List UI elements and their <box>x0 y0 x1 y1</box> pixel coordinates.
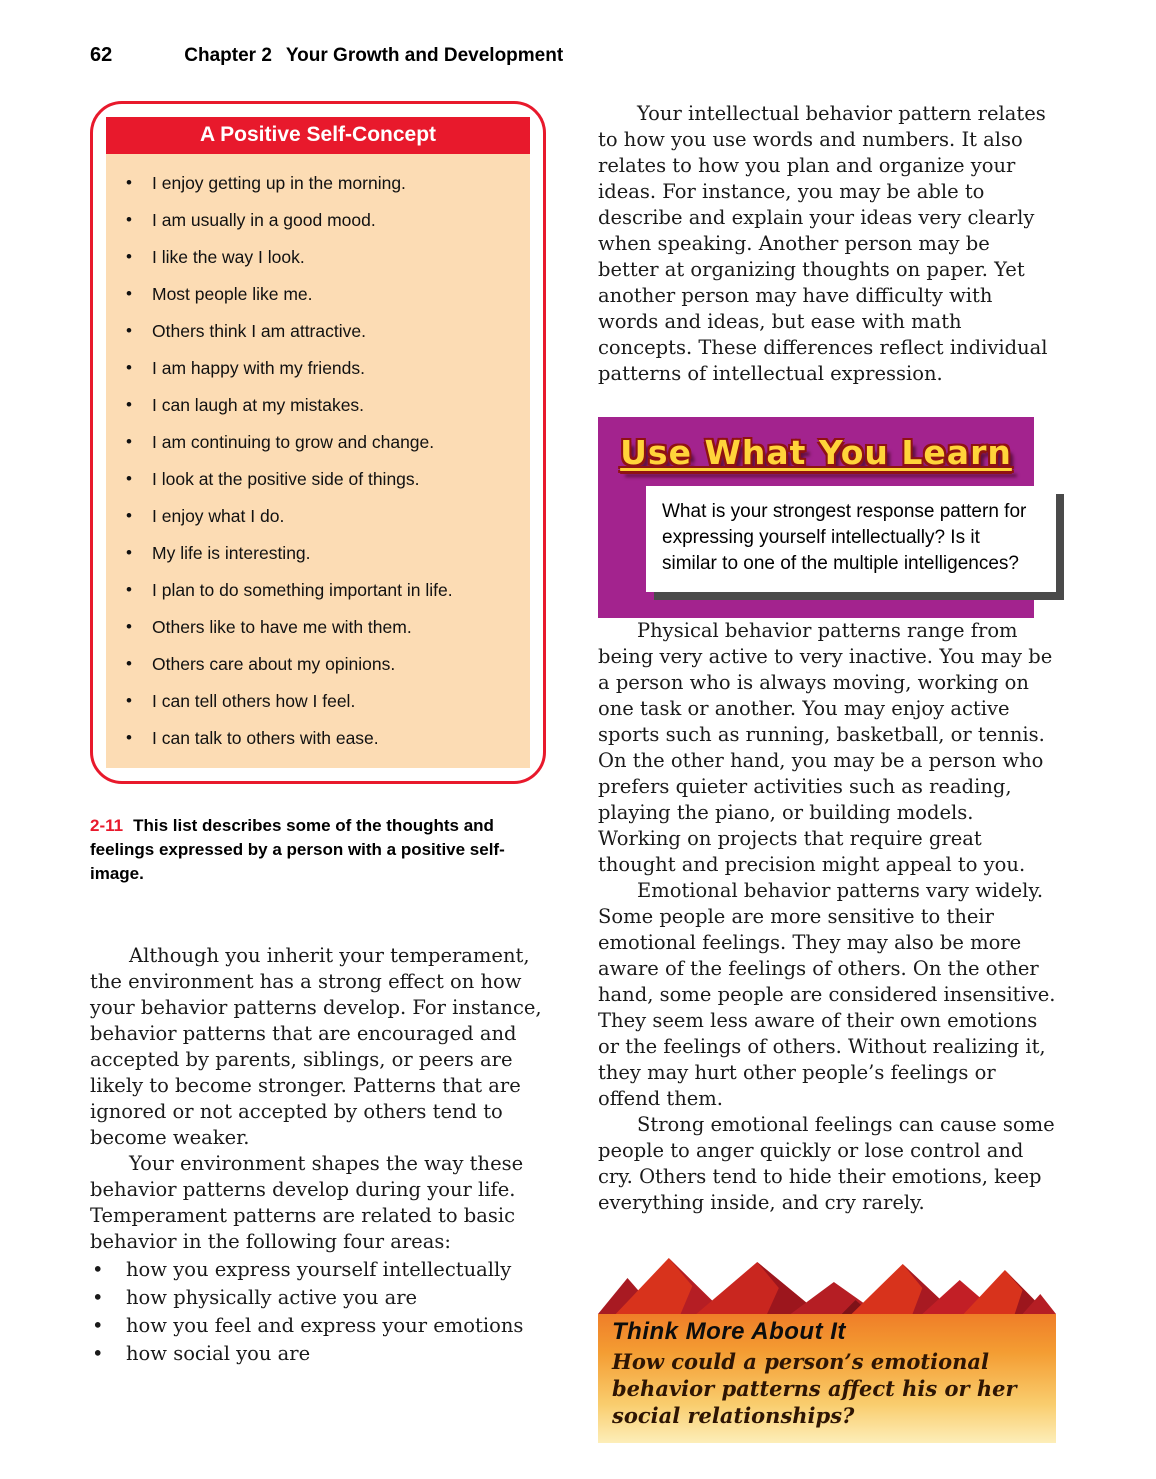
list-item <box>106 312 530 349</box>
think-box-title: Think More About It <box>612 1318 846 1345</box>
bullet-icon: • <box>126 172 132 192</box>
paragraph-environment: Your environment shapes the way these behavior patterns develop during your life. Temperament patterns are related to basic behavior in the following four areas: <box>90 1152 524 1254</box>
figure-number: 2-11 <box>90 816 124 835</box>
paragraph-emotional: Emotional behavior patterns vary widely. Some people are more sensitive to their emotional feelings. They may also be more aware of the feelings of others. On the other hand, some people are considered insensitive. They seem less aware of their own emotions or the feelings of others. Without realizing it, they may hurt other people’s feelings or offend them. <box>598 879 1056 1110</box>
figure-caption <box>90 814 546 885</box>
chapter-title: Your Growth and Development <box>285 45 564 66</box>
bullet-icon: • <box>126 468 132 488</box>
list-item <box>106 645 530 682</box>
bullet-icon: • <box>126 505 132 525</box>
bullet-icon: • <box>92 1286 104 1310</box>
list-item-text: how social you are <box>126 1342 311 1366</box>
list-item-text: I enjoy getting up in the morning. <box>152 172 406 193</box>
list-item <box>106 571 530 608</box>
list-item-text: how physically active you are <box>126 1286 418 1310</box>
list-item <box>90 1285 546 1311</box>
chapter-label: Chapter 2 <box>184 45 272 66</box>
page-number: 62 <box>90 44 113 66</box>
list-item <box>106 164 530 201</box>
list-item-text: how you express yourself intellectually <box>126 1258 512 1282</box>
list-item <box>106 460 530 497</box>
list-item-text: I enjoy what I do. <box>152 505 285 526</box>
list-item-text: I am usually in a good mood. <box>152 209 376 230</box>
think-box-question: How could a person’s emotional behavior patterns affect his or her social relationships? <box>612 1349 1017 1428</box>
list-item-text: Most people like me. <box>152 283 313 304</box>
list-item-text: I can talk to others with ease. <box>152 727 379 748</box>
bullet-icon: • <box>126 690 132 710</box>
figure-caption-text: This list describes some of the thoughts and feelings expressed by a person with a positive self-image. <box>90 816 505 883</box>
list-item <box>106 608 530 645</box>
two-column-layout <box>90 101 1056 1443</box>
paragraph-intellectual: Your intellectual behavior pattern relates to how you use words and numbers. It also relates to how you plan and organize your ideas. For instance, you may be able to describe and explain your ideas very clearly when speaking. Another person may be better at organizing thoughts on paper. Yet another person may have difficulty with words and ideas, but ease with math concepts. These differences reflect individual patterns of intellectual expression. <box>598 102 1048 385</box>
use-what-you-learn-title: Use What You Learn <box>620 433 1012 472</box>
left-column <box>90 101 546 1443</box>
bullet-icon: • <box>126 542 132 562</box>
concept-box-title: A Positive Self-Concept <box>106 117 530 154</box>
list-item <box>106 238 530 275</box>
bullet-icon: • <box>126 209 132 229</box>
list-item-text: I am continuing to grow and change. <box>152 431 435 452</box>
list-item <box>106 719 530 756</box>
use-what-you-learn-box <box>598 417 1034 618</box>
list-item-text: Others care about my opinions. <box>152 653 396 674</box>
page-header <box>90 44 1056 67</box>
list-item <box>106 349 530 386</box>
list-item <box>90 1257 546 1283</box>
list-item-text: Others like to have me with them. <box>152 616 412 637</box>
list-item <box>106 275 530 312</box>
bullet-icon: • <box>126 653 132 673</box>
list-item <box>90 1341 546 1367</box>
behavior-areas-list <box>90 1257 546 1367</box>
paragraph-strong-emotions: Strong emotional feelings can cause some people to anger quickly or lose control and cry. Others tend to hide their emotions, keep everything inside, and cry rarely. <box>598 1113 1055 1214</box>
bullet-icon: • <box>126 616 132 636</box>
list-item-text: My life is interesting. <box>152 542 311 563</box>
bullet-icon: • <box>92 1342 104 1366</box>
list-item-text: how you feel and express your emotions <box>126 1314 524 1338</box>
list-item <box>106 682 530 719</box>
list-item-text: I am happy with my friends. <box>152 357 365 378</box>
list-item-text: I can laugh at my mistakes. <box>152 394 365 415</box>
bullet-icon: • <box>126 394 132 414</box>
bullet-icon: • <box>126 283 132 303</box>
bullet-icon: • <box>92 1258 104 1282</box>
concept-list <box>106 154 530 768</box>
left-column-text <box>90 943 546 1367</box>
bullet-icon: • <box>126 431 132 451</box>
bullet-icon: • <box>126 246 132 266</box>
list-item <box>106 423 530 460</box>
list-item-text: I like the way I look. <box>152 246 305 267</box>
list-item <box>106 201 530 238</box>
think-more-about-it-box <box>598 1256 1056 1443</box>
bullet-icon: • <box>126 579 132 599</box>
bullet-icon: • <box>126 320 132 340</box>
list-item <box>90 1313 546 1339</box>
list-item-text: Others think I am attractive. <box>152 320 366 341</box>
bullet-icon: • <box>126 357 132 377</box>
list-item <box>106 534 530 571</box>
paragraph-physical: Physical behavior patterns range from being very active to very inactive. You may be a person who is always moving, working on one task or another. You may enjoy active sports such as running, basketball, or tennis. On the other hand, you may be a person who prefers quieter activities such as reading, playing the piano, or building models. Working on projects that require great thought and precision might appeal to you. <box>598 619 1053 876</box>
mountain-peaks-graphic <box>598 1256 1056 1314</box>
list-item <box>106 386 530 423</box>
list-item-text: I look at the positive side of things. <box>152 468 420 489</box>
right-column <box>598 101 1056 1443</box>
list-item-text: I can tell others how I feel. <box>152 690 356 711</box>
list-item-text: I plan to do something important in life. <box>152 579 453 600</box>
paragraph-temperament: Although you inherit your temperament, the environment has a strong effect on how your behavior patterns develop. For instance, behavior patterns that are encouraged and accepted by parents, siblings, or peers are likely to become stronger. Patterns that are ignored or not accepted by others tend to become weaker. <box>90 944 542 1150</box>
positive-self-concept-box <box>90 101 546 784</box>
list-item <box>106 497 530 534</box>
bullet-icon: • <box>92 1314 104 1338</box>
use-what-you-learn-question: What is your strongest response pattern for expressing yourself intellectually? Is it similar to one of the multiple intelligences? <box>646 486 1056 592</box>
bullet-icon: • <box>126 727 132 747</box>
think-box-body <box>598 1314 1056 1443</box>
